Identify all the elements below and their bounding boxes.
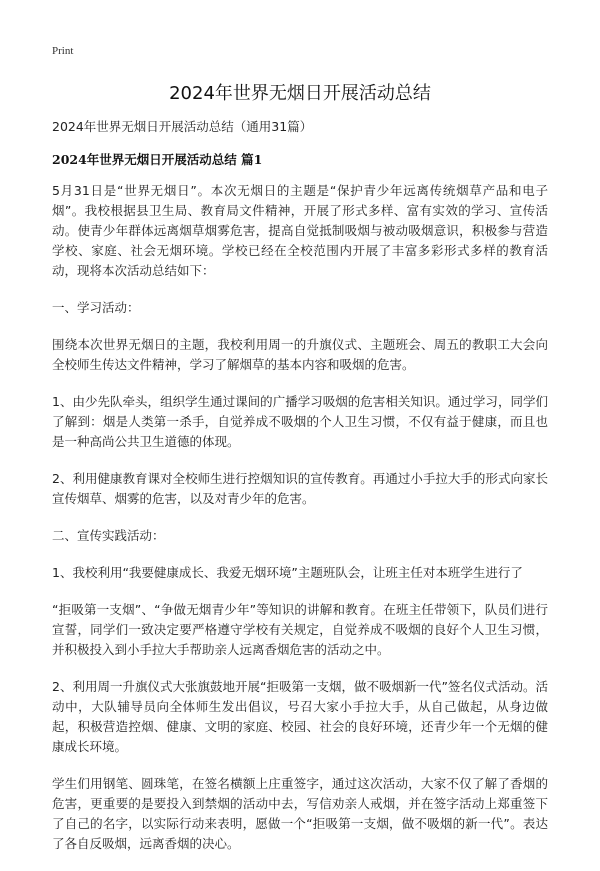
heading-study-activities: 一、学习活动：	[52, 300, 140, 315]
paragraph-intro: 5月31日是“世界无烟日”。本次无烟日的主题是“保护青少年远离传统烟草产品和电子烟”。我校根据县卫生局、教育局文件精神，开展了形式多样、富有实效的学习、宣传活动。使青少年群体远离烟草烟雾危害，提高自觉抵制吸烟与被动吸烟意识，积极参与营造学校、家庭、社会无烟环境。学校已经在全校范围内开展了丰富多彩形式多样的教育活动，现将本次活动总结如下：	[52, 183, 548, 278]
paragraph-study-item-2: 2、利用健康教育课对全校师生进行控烟知识的宣传教育。再通过小手拉大手的形式向家长宣传烟草、烟雾的危害，以及对青少年的危害。	[52, 471, 548, 506]
document-body	[52, 117, 548, 871]
paragraph-practice-item-2: 2、利用周一升旗仪式大张旗鼓地开展“拒吸第一支烟，做不吸烟新一代”签名仪式活动。活动中，大队辅导员向全体师生发出倡议，号召大家小手拉大手，从自己做起，从身边做起，积极营造控烟、健康、文明的家庭、校园、社会的良好环境，还青少年一个无烟的健康成长环境。	[52, 679, 548, 754]
document-title: 2024年世界无烟日开展活动总结	[169, 83, 431, 104]
paragraph-study-item-1: 1、由少先队牵头，组织学生通过课间的广播学习吸烟的危害相关知识。通过学习，同学们了解到：烟是人类第一杀手，自觉养成不吸烟的个人卫生习惯，不仅有益于健康，而且也是一种高尚公共卫生道德的体现。	[52, 394, 548, 449]
heading-practice-activities: 二、宣传实践活动：	[52, 528, 165, 543]
paragraph-practice-item-1: 1、我校利用“我要健康成长、我爱无烟环境”主题班队会，让班主任对本班学生进行了	[52, 565, 523, 580]
paragraph-signature-activity: 学生们用钢笔、圆珠笔，在签名横额上庄重签字，通过这次活动，大家不仅了解了香烟的危害，更重要的是要投入到禁烟的活动中去，写信劝亲人戒烟，并在签字活动上郑重签下了自己的名字，以实际行动来表明，愿做一个“拒吸第一支烟，做不吸烟的新一代”。表达了各自反吸烟，远离香烟的决心。	[52, 776, 548, 851]
document-subtitle: 2024年世界无烟日开展活动总结（通用31篇）	[52, 119, 313, 134]
paragraph-practice-item-1-cont: “拒吸第一支烟”、“争做无烟青少年”等知识的讲解和教育。在班主任带领下，队员们进行宣誓，同学们一致决定要严格遵守学校有关规定，自觉养成不吸烟的良好个人卫生习惯，并积极投入到小手拉大手帮助亲人远离香烟危害的活动之中。	[52, 602, 548, 657]
section-heading: 2024年世界无烟日开展活动总结 篇1	[52, 152, 263, 167]
paragraph-study-overview: 围绕本次世界无烟日的主题，我校利用周一的升旗仪式、主题班会、周五的教职工大会向全校师生传达文件精神，学习了解烟草的基本内容和吸烟的危害。	[52, 337, 548, 372]
print-label: Print	[52, 45, 74, 57]
